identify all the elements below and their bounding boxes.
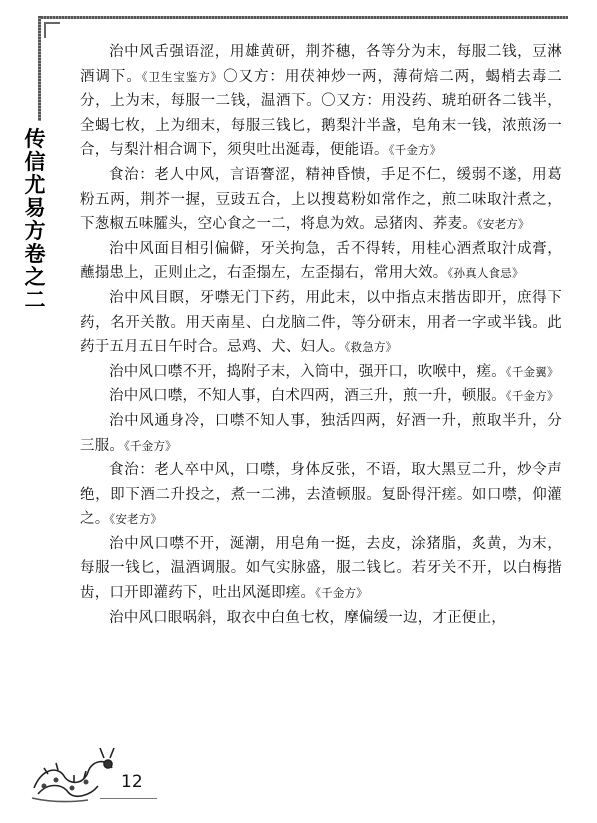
- source-citation: 《千金方》: [315, 586, 368, 601]
- paragraph: [80, 458, 562, 532]
- paragraph-text: 治中风面目相引偏僻，牙关拘急，舌不得转，用桂心酒煮取汁成膏，蘸搨患上，正则止之，右歪搨左，左歪搨右，常用大效。: [80, 240, 562, 282]
- paragraph-text: 治中风口噤，不知人事，白术四两，酒三升，煎一升，顿服。: [109, 388, 506, 405]
- paragraph-text: 食治：老人中风，言语謇涩，精神昏愦，手足不仁，缓弱不遂，用葛粉五两，荆芥一握，豆豉五合，上以搜葛粉如常作之，煎二味取汁煮之，下葱椒五味臛头，空心食之一二，将息为效。忌猪肉、荞麦。: [80, 166, 562, 233]
- paragraph: [80, 409, 562, 458]
- source-citation: 《千金方》: [124, 438, 177, 453]
- source-citation: 《千金方》: [505, 389, 559, 404]
- paragraph: [80, 163, 562, 237]
- paragraph-text: 治中风口噤不开，捣附子末，入筒中，强开口，吹喉中，瘥。: [109, 363, 506, 380]
- paragraph: [80, 237, 562, 286]
- source-citation: 《救急方》: [344, 340, 398, 355]
- source-citation: 《千金翼》: [505, 364, 559, 379]
- paragraph-text: 治中风通身冷，口噤不知人事，独活四两，好酒一升，煎取半升，分三服。: [80, 412, 562, 454]
- decorative-border-top: [38, 16, 568, 19]
- paragraph-text: 治中风口眼㖞斜，取衣中白鱼七枚，摩偏缓一边，才正便止，: [109, 609, 506, 626]
- paragraph: [80, 606, 562, 631]
- paragraph: [80, 384, 562, 409]
- running-title: 传信尤易方卷之二: [24, 127, 46, 312]
- paragraph: [80, 40, 562, 163]
- decorative-border-left: [38, 16, 41, 121]
- paragraph-text: 〇又方：用茯神炒一两，薄荷焙二两，蝎梢去毒二分，上为末，每服一二钱，温酒下。〇又方：用没药、琥珀研各二钱半，全蝎七枚，上为细末，每服三钱匕，鹅梨汁半盏，皂角末一钱，浓煎汤一合，与梨汁相合调下，须臾吐出涎毒，便能语。: [80, 68, 562, 159]
- source-citation: 《卫生宝鉴方》: [141, 69, 224, 84]
- decorative-corner: [44, 22, 60, 38]
- footer-rule: [100, 798, 157, 799]
- source-citation: 《安老方》: [476, 217, 530, 232]
- paragraph-text: 治中风目瞑，牙噤无门下药，用此末，以中指点末揩齿即开，庶得下药，名开关散。用天南星、白龙脑二件，等分研末，用者一字或半钱。此药于五月五日午时合。忌鸡、犬、妇人。: [80, 289, 562, 356]
- dragon-ornament-icon: [28, 738, 118, 804]
- main-text: [80, 40, 562, 630]
- paragraph-text: 治中风舌强语涩，用雄黄研，荆芥穗，各等分为末，每服二钱，豆淋酒调下。: [80, 44, 562, 85]
- source-citation: 《孙真人食忌》: [447, 266, 524, 281]
- paragraph: [80, 286, 562, 360]
- paragraph-text: 食治：老人卒中风，口噤，身体反张，不语，取大黑豆二升，炒令声绝，即下酒二升投之，煮一二沸，去渣顿服。复卧得汗瘥。如口噤，仰灌之。: [80, 462, 562, 528]
- paragraph-text: 治中风口噤不开，涎潮，用皂角一挺，去皮，涂猪脂，炙黄，为末，每服一钱匕，温酒调服。如气实脉盛，服二钱匕。若牙关不开，以白梅揩齿，口开即灌药下，吐出风涎即瘥。: [80, 535, 562, 602]
- source-citation: 《安老方》: [109, 512, 163, 527]
- paragraph: [80, 532, 562, 606]
- page-number: 12: [121, 772, 143, 792]
- source-citation: 《千金方》: [388, 143, 442, 158]
- paragraph: [80, 360, 562, 385]
